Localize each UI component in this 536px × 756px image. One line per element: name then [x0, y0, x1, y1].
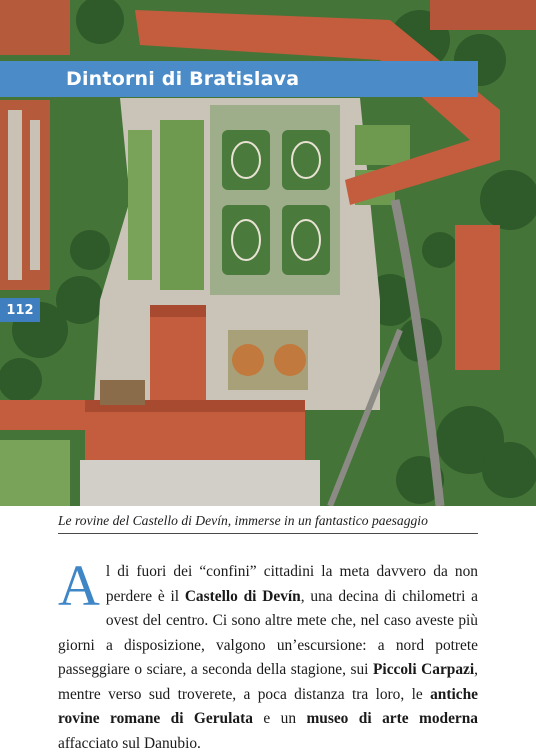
- text-segment: , una decina di chilometri a ovest del centro. Ci sono altre mete che, nel caso aveste più giorni a disposizione, valgono un’escursione: a nord potrete passeggiare o sciare, a seconda della stagione, sui: [58, 587, 479, 678]
- text-segment-bold: antiche rovine romane di Gerulata: [58, 685, 478, 727]
- text-segment-bold: Castello di Devín: [184, 587, 301, 605]
- text-segment: l di fuori dei “confini” cittadini la meta davvero da non perdere è il: [105, 563, 478, 605]
- section-title-text: Dintorni di Bratislava: [66, 68, 300, 90]
- photo-caption: Le rovine del Castello di Devín, immerse in un fantastico paesaggio: [58, 513, 428, 528]
- text-segment: e un: [252, 710, 307, 727]
- section-title: [58, 61, 478, 97]
- title-band-tab: [0, 61, 58, 97]
- text-segment-bold: Piccoli Carpazi: [373, 661, 475, 678]
- text-segment: , mentre verso sud troverete, a poca distanza tra loro, le: [58, 661, 479, 703]
- caption-divider: [58, 533, 478, 534]
- drop-cap: A: [58, 553, 100, 618]
- text-segment-bold: museo di arte moderna: [306, 710, 478, 727]
- body-paragraph: [58, 553, 479, 756]
- text-segment: affacciato sul Danubio.: [58, 734, 201, 752]
- page-number: 112: [6, 302, 34, 318]
- page-number-badge: [0, 298, 40, 322]
